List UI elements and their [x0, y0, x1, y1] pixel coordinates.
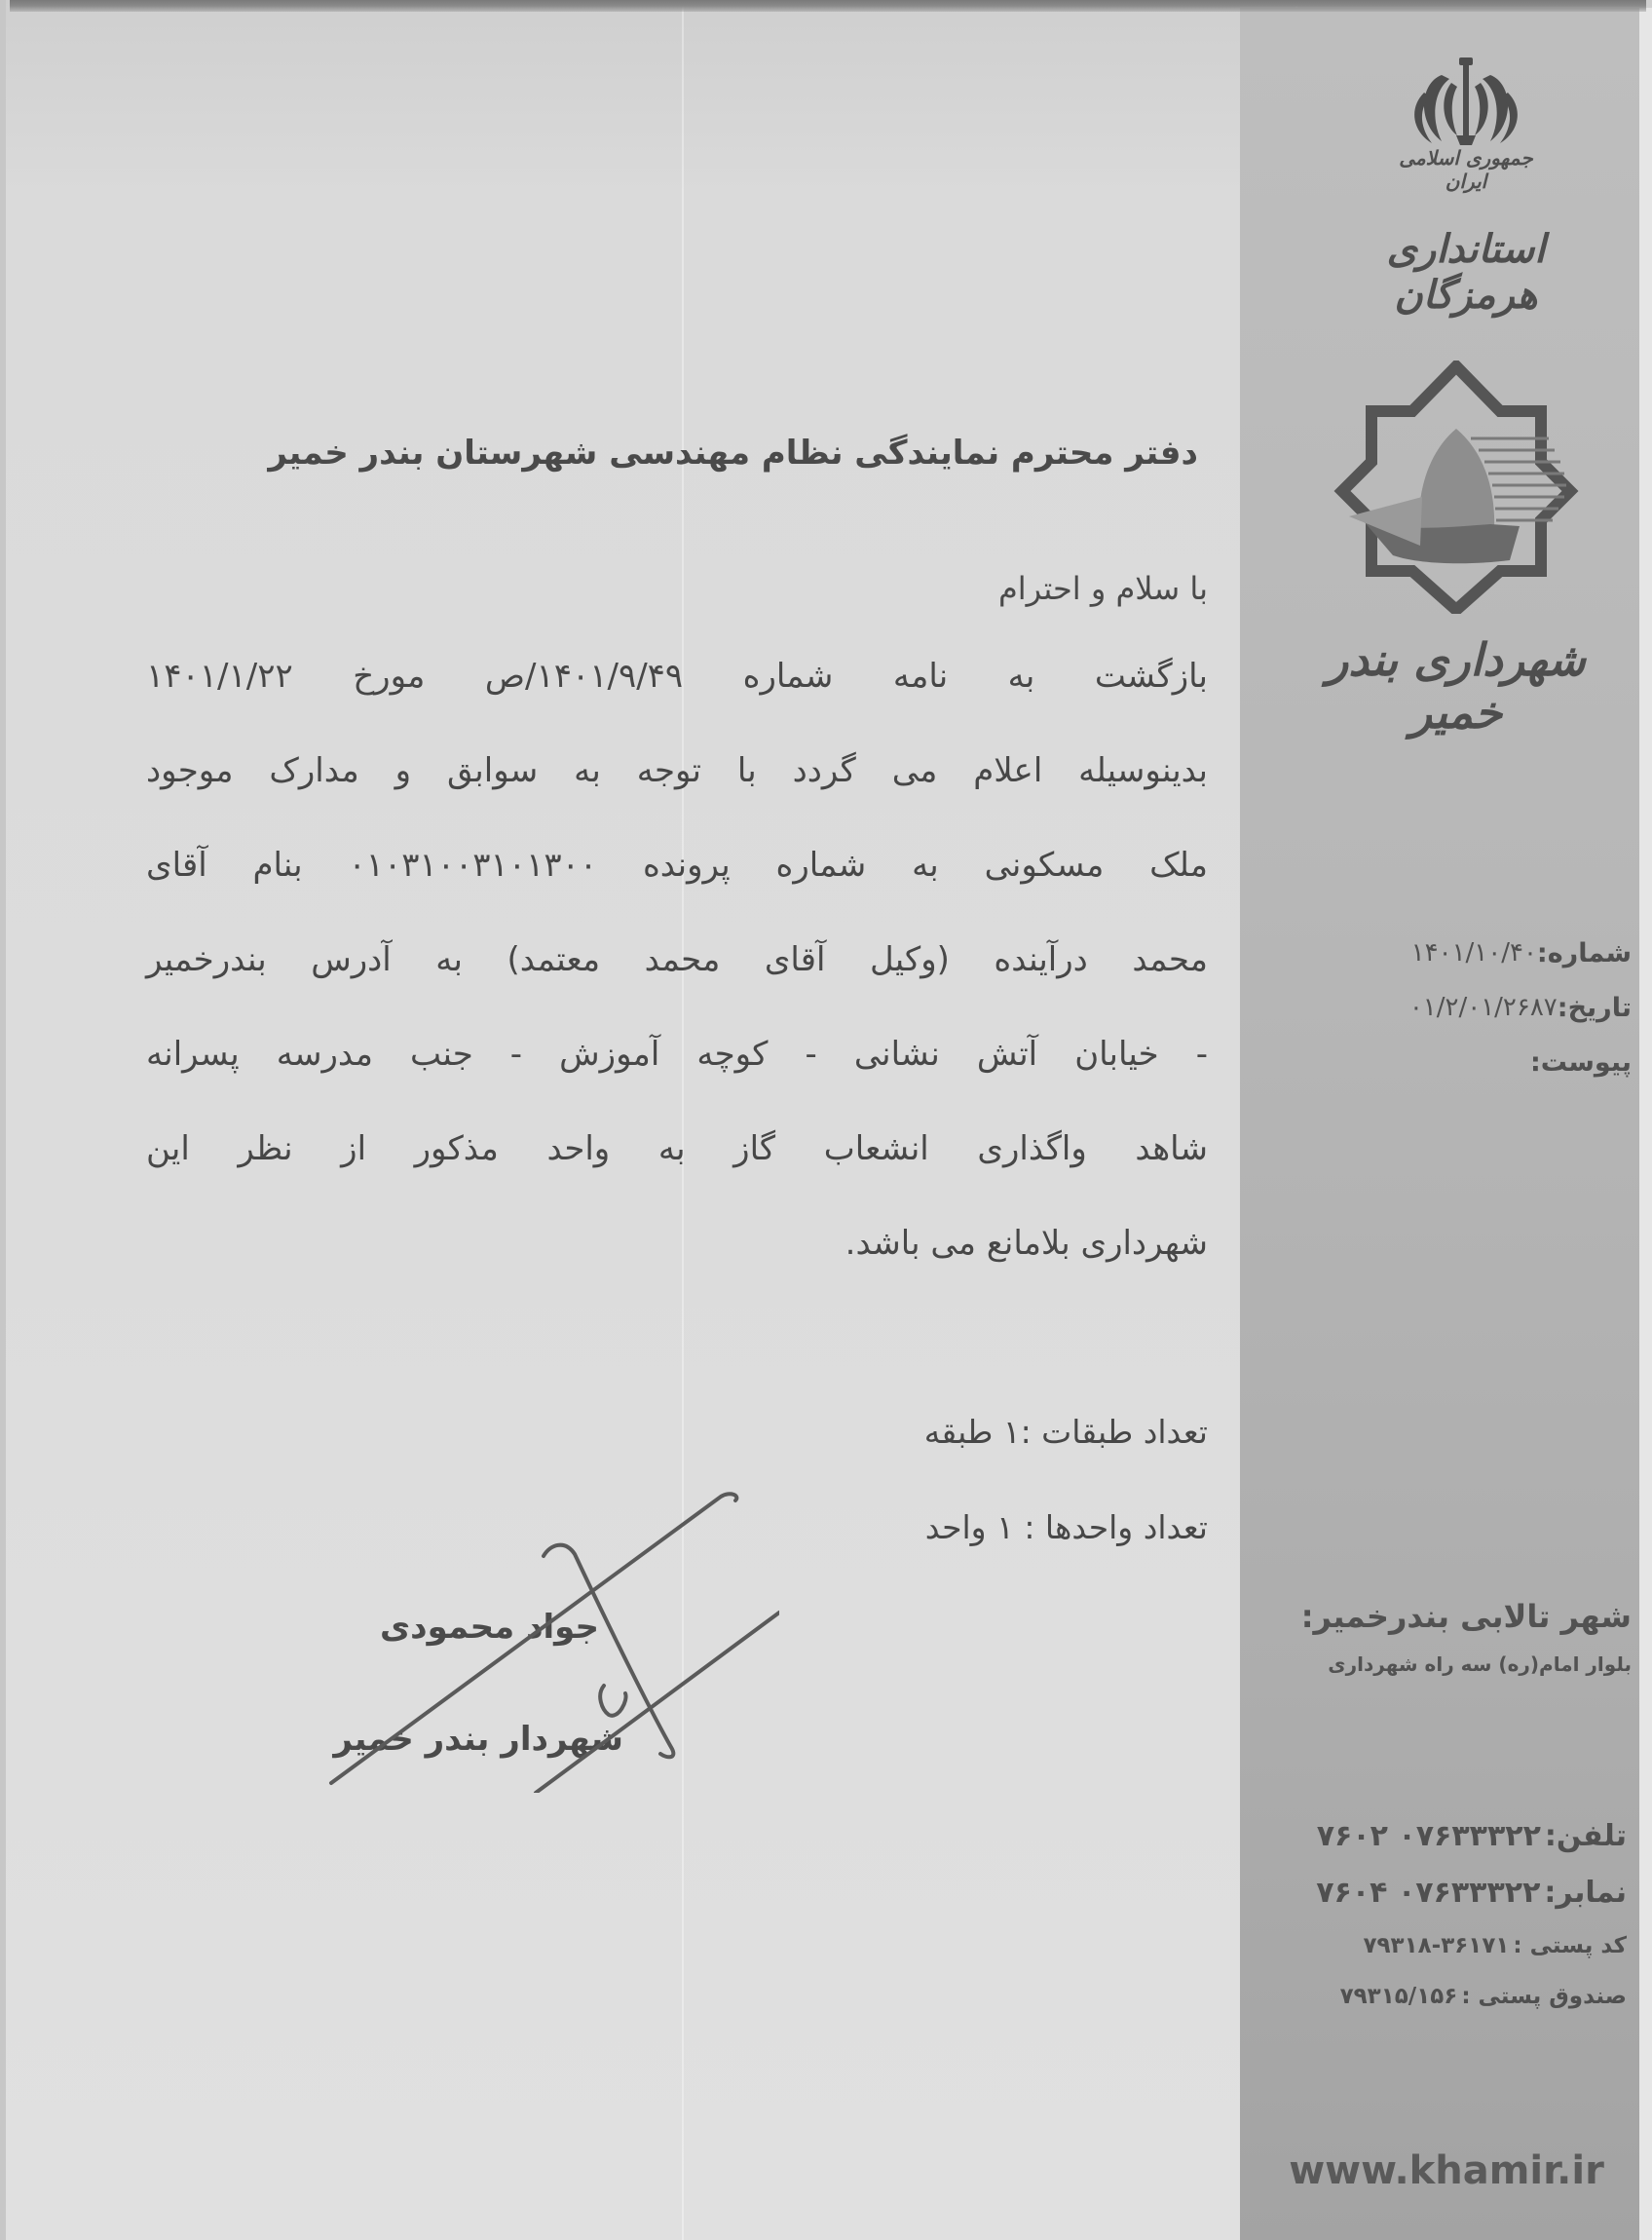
municipality-star-logo-icon [1325, 361, 1588, 614]
phone-value: ۰۷۶۳۳۳۲۲ ۷۶۰۲ [1316, 1818, 1541, 1853]
postal-code-row [1257, 1920, 1627, 1971]
po-box-row [1257, 1971, 1627, 2022]
recipient-heading: دفتر محترم نمایندگی نظام مهندسی شهرستان بندر خمیر [268, 434, 1198, 473]
letter-number-value: ۱۴۰۱/۱۰/۴۰ [1410, 938, 1537, 968]
body-line: ملک مسکونی به شماره پرونده ۰۱۰۳۱۰۰۳۱۰۱۳۰۰ بنام آقای [146, 846, 1208, 885]
po-box-value: ۷۹۳۱۵/۱۵۶ [1339, 1984, 1458, 2009]
po-box-label: صندوق پستی : [1461, 1984, 1627, 2009]
address-title: شهر تالابی بندرخمیر: [1300, 1598, 1632, 1635]
iran-emblem-icon [1403, 54, 1529, 161]
page-left-edge [0, 0, 6, 2240]
fax-row [1257, 1864, 1627, 1920]
letter-meta [1334, 926, 1632, 1089]
floors-count: تعداد طبقات :۱ طبقه [923, 1413, 1208, 1451]
signer-name: جواد محمودی [379, 1608, 599, 1647]
emblem-caption: جمهوری اسلامی ایران [1399, 146, 1533, 193]
letter-number-label: شماره: [1536, 937, 1632, 968]
fax-value: ۰۷۶۳۳۳۲۲ ۷۶۰۴ [1316, 1875, 1541, 1910]
attachment-label: پیوست: [1529, 1046, 1632, 1078]
body-line: محمد درآینده (وکیل آقای محمد معتمد) به آدرس بندرخمیر [146, 940, 1208, 979]
body-line: شاهد واگذاری انشعاب گاز به واحد مذکور از نظر این [146, 1129, 1208, 1168]
postal-code-value: ۷۹۳۱۸-۳۶۱۷۱ [1363, 1933, 1510, 1958]
body-line: - خیابان آتش نشانی - کوچه آموزش - جنب مدرسه پسرانه [146, 1035, 1208, 1074]
sidebar-right-margin [1639, 8, 1652, 2240]
letter-date-row [1334, 980, 1632, 1035]
salutation: با سلام و احترام [997, 570, 1208, 607]
units-count: تعداد واحدها : ۱ واحد [924, 1508, 1208, 1546]
letter-body [146, 655, 1208, 1316]
postal-code-label: کد پستی : [1513, 1933, 1627, 1958]
body-line: بدینوسیله اعلام می گردد با توجه به سوابق و مدارک موجود [146, 751, 1208, 790]
municipality-name: شهرداری بندر خمیر [1327, 633, 1586, 739]
website-link[interactable]: www.khamir.ir [1289, 2148, 1604, 2193]
body-line: بازگشت به نامه شماره ۱۴۰۱/۹/۴۹/ص مورخ ۱۴۰۱/۱/۲۲ [146, 657, 1208, 696]
signer-title: شهردار بندر خمیر [333, 1720, 623, 1759]
fax-label: نمابر: [1544, 1875, 1627, 1910]
province-name: استانداری هرمزگان [1386, 226, 1546, 318]
phone-label: تلفن: [1544, 1818, 1627, 1853]
attachment-row [1334, 1035, 1632, 1089]
contact-info [1257, 1807, 1627, 2022]
page-top-edge [10, 0, 1646, 12]
body-line: شهرداری بلامانع می باشد. [845, 1224, 1208, 1263]
letter-number-row [1334, 926, 1632, 980]
address-line: بلوار امام(ره) سه راه شهرداری [1328, 1652, 1632, 1676]
letter-date-value: ۰۱/۲/۰۱/۲۶۸۷ [1408, 993, 1558, 1022]
letter-date-label: تاریخ: [1557, 992, 1632, 1023]
municipality-address [1252, 1598, 1632, 1691]
phone-row [1257, 1807, 1627, 1864]
